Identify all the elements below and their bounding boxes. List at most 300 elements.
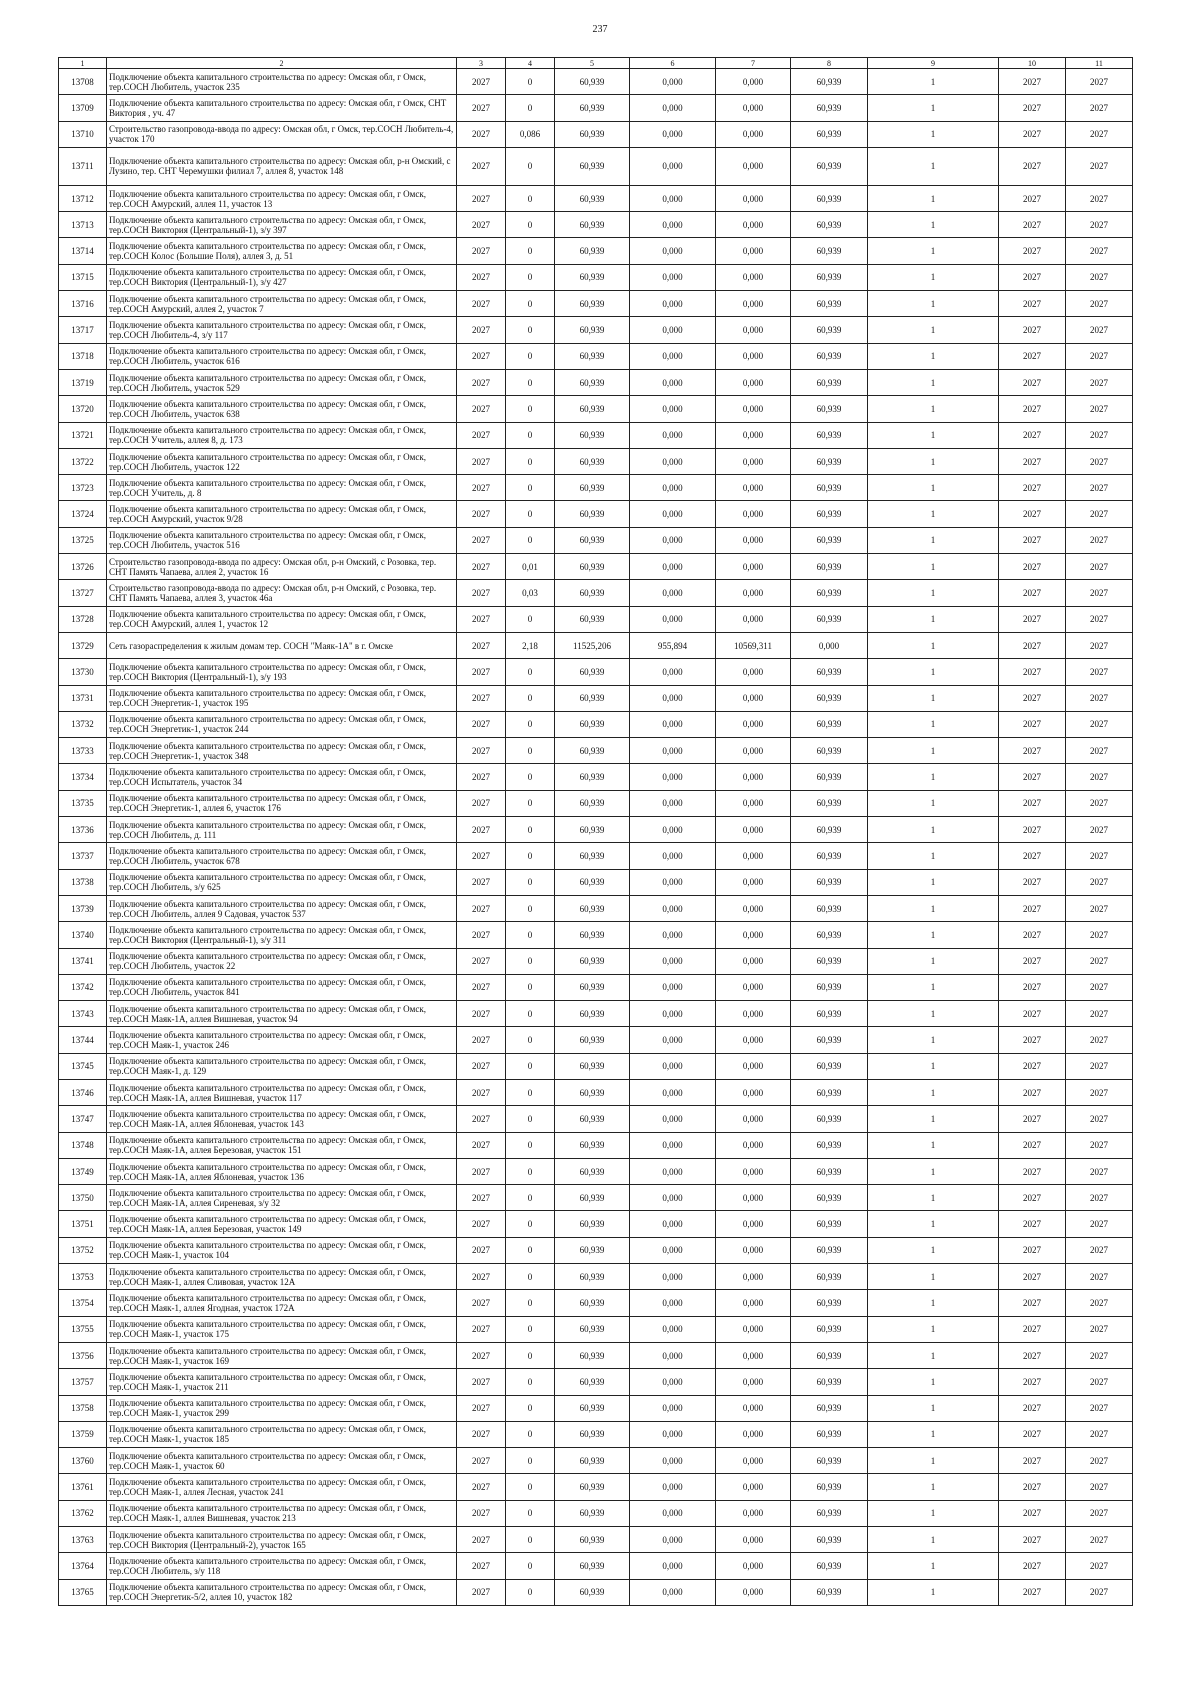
- row-number-cell: 13764: [59, 1553, 107, 1579]
- col-5-cell: 60,939: [555, 501, 630, 527]
- col-8-cell: 60,939: [791, 1001, 868, 1027]
- col-10-cell: 2027: [999, 396, 1066, 422]
- object-name-cell: Сеть газораспределения к жилым домам тер. СОСН "Маяк-1А" в г. Омске: [107, 632, 457, 658]
- col-10-cell: 2027: [999, 1474, 1066, 1500]
- col-4-cell: 0: [506, 790, 555, 816]
- col-5-cell: 60,939: [555, 790, 630, 816]
- row-number-cell: 13745: [59, 1053, 107, 1079]
- col-8-cell: 60,939: [791, 869, 868, 895]
- object-name-cell: Подключение объекта капитального строительства по адресу: Омская обл, г Омск, тер.СОСН Энергетик-1, участок 348: [107, 738, 457, 764]
- col-4-cell: 0: [506, 422, 555, 448]
- col-5-cell: 60,939: [555, 1553, 630, 1579]
- col-8-cell: 60,939: [791, 185, 868, 211]
- col-3-cell: 2027: [457, 1053, 506, 1079]
- col-10-cell: 2027: [999, 264, 1066, 290]
- col-11-cell: 2027: [1066, 1316, 1133, 1342]
- col-6-cell: 0,000: [630, 738, 716, 764]
- col-4-cell: 0: [506, 1527, 555, 1553]
- table-row: [59, 606, 1133, 632]
- row-number-cell: 13747: [59, 1106, 107, 1132]
- col-7-cell: 0,000: [716, 185, 791, 211]
- row-number-cell: 13754: [59, 1290, 107, 1316]
- column-number-9: 9: [868, 58, 999, 69]
- col-10-cell: 2027: [999, 1500, 1066, 1526]
- col-6-cell: 0,000: [630, 659, 716, 685]
- col-11-cell: 2027: [1066, 1185, 1133, 1211]
- col-3-cell: 2027: [457, 790, 506, 816]
- col-4-cell: 0: [506, 1316, 555, 1342]
- object-name-cell: Подключение объекта капитального строительства по адресу: Омская обл, г Омск, тер.СОСН Амурский, участок 9/28: [107, 501, 457, 527]
- table-row: [59, 1500, 1133, 1526]
- col-9-cell: 1: [868, 95, 999, 121]
- col-6-cell: 0,000: [630, 1027, 716, 1053]
- object-name-cell: Подключение объекта капитального строительства по адресу: Омская обл, г Омск, тер.СОСН Любитель, участок 22: [107, 948, 457, 974]
- col-11-cell: 2027: [1066, 147, 1133, 185]
- col-9-cell: 1: [868, 738, 999, 764]
- object-name-cell: Подключение объекта капитального строительства по адресу: Омская обл, г Омск, тер.СОСН Любитель, участок 235: [107, 69, 457, 95]
- col-4-cell: 0: [506, 1290, 555, 1316]
- col-7-cell: 0,000: [716, 606, 791, 632]
- col-10-cell: 2027: [999, 147, 1066, 185]
- table-row: [59, 501, 1133, 527]
- table-row: [59, 554, 1133, 580]
- col-5-cell: 60,939: [555, 95, 630, 121]
- col-3-cell: 2027: [457, 948, 506, 974]
- table-row: [59, 1264, 1133, 1290]
- col-10-cell: 2027: [999, 1132, 1066, 1158]
- col-3-cell: 2027: [457, 843, 506, 869]
- col-3-cell: 2027: [457, 527, 506, 553]
- col-9-cell: 1: [868, 1001, 999, 1027]
- row-number-cell: 13713: [59, 212, 107, 238]
- col-7-cell: 0,000: [716, 1316, 791, 1342]
- col-4-cell: 0: [506, 685, 555, 711]
- col-5-cell: 60,939: [555, 1421, 630, 1447]
- col-6-cell: 0,000: [630, 448, 716, 474]
- col-4-cell: 0: [506, 606, 555, 632]
- col-9-cell: 1: [868, 1395, 999, 1421]
- row-number-cell: 13755: [59, 1316, 107, 1342]
- col-3-cell: 2027: [457, 922, 506, 948]
- object-name-cell: Подключение объекта капитального строительства по адресу: Омская обл, г Омск, тер.СОСН Учитель, д. 8: [107, 475, 457, 501]
- column-number-6: 6: [630, 58, 716, 69]
- col-7-cell: 0,000: [716, 1579, 791, 1605]
- col-5-cell: 60,939: [555, 317, 630, 343]
- col-10-cell: 2027: [999, 1316, 1066, 1342]
- object-name-cell: Подключение объекта капитального строительства по адресу: Омская обл, г Омск, тер.СОСН Испытатель, участок 34: [107, 764, 457, 790]
- col-11-cell: 2027: [1066, 1158, 1133, 1184]
- object-name-cell: Строительство газопровода-ввода по адресу: Омская обл, р-н Омский, с Розовка, тер. СНТ Память Чапаева, аллея 2, участок 16: [107, 554, 457, 580]
- col-5-cell: 60,939: [555, 948, 630, 974]
- col-7-cell: 0,000: [716, 147, 791, 185]
- col-4-cell: 0: [506, 1369, 555, 1395]
- row-number-cell: 13743: [59, 1001, 107, 1027]
- col-4-cell: 0: [506, 1158, 555, 1184]
- col-4-cell: 0: [506, 1448, 555, 1474]
- col-7-cell: 10569,311: [716, 632, 791, 658]
- col-5-cell: 60,939: [555, 1185, 630, 1211]
- col-5-cell: 60,939: [555, 396, 630, 422]
- col-8-cell: 60,939: [791, 738, 868, 764]
- col-7-cell: 0,000: [716, 895, 791, 921]
- col-4-cell: 0: [506, 1132, 555, 1158]
- col-6-cell: 0,000: [630, 1527, 716, 1553]
- row-number-cell: 13730: [59, 659, 107, 685]
- col-4-cell: 0: [506, 1579, 555, 1605]
- col-6-cell: 0,000: [630, 817, 716, 843]
- col-8-cell: 60,939: [791, 69, 868, 95]
- column-number-2: 2: [107, 58, 457, 69]
- col-5-cell: 60,939: [555, 1106, 630, 1132]
- table-row: [59, 764, 1133, 790]
- col-6-cell: 0,000: [630, 1053, 716, 1079]
- col-4-cell: 0: [506, 1474, 555, 1500]
- table-row: [59, 1316, 1133, 1342]
- col-10-cell: 2027: [999, 1079, 1066, 1105]
- col-4-cell: 0: [506, 264, 555, 290]
- col-10-cell: 2027: [999, 606, 1066, 632]
- table-row: [59, 1421, 1133, 1447]
- row-number-cell: 13726: [59, 554, 107, 580]
- col-3-cell: 2027: [457, 1500, 506, 1526]
- object-name-cell: Подключение объекта капитального строительства по адресу: Омская обл, г Омск, тер.СОСН Любитель, участок 841: [107, 974, 457, 1000]
- col-10-cell: 2027: [999, 922, 1066, 948]
- col-10-cell: 2027: [999, 185, 1066, 211]
- col-6-cell: 0,000: [630, 422, 716, 448]
- col-7-cell: 0,000: [716, 1395, 791, 1421]
- col-10-cell: 2027: [999, 1421, 1066, 1447]
- investment-table: [58, 57, 1133, 1606]
- object-name-cell: Подключение объекта капитального строительства по адресу: Омская обл, г Омск, тер.СОСН Маяк-1, участок 246: [107, 1027, 457, 1053]
- col-8-cell: 60,939: [791, 264, 868, 290]
- col-8-cell: 60,939: [791, 764, 868, 790]
- col-10-cell: 2027: [999, 554, 1066, 580]
- col-5-cell: 60,939: [555, 1369, 630, 1395]
- col-8-cell: 60,939: [791, 974, 868, 1000]
- col-7-cell: 0,000: [716, 69, 791, 95]
- col-11-cell: 2027: [1066, 1527, 1133, 1553]
- col-5-cell: 60,939: [555, 1001, 630, 1027]
- row-number-cell: 13721: [59, 422, 107, 448]
- col-3-cell: 2027: [457, 764, 506, 790]
- col-8-cell: 60,939: [791, 1500, 868, 1526]
- col-9-cell: 1: [868, 212, 999, 238]
- col-9-cell: 1: [868, 369, 999, 395]
- col-6-cell: 0,000: [630, 1579, 716, 1605]
- table-row: [59, 843, 1133, 869]
- col-10-cell: 2027: [999, 1053, 1066, 1079]
- col-8-cell: 60,939: [791, 95, 868, 121]
- col-9-cell: 1: [868, 422, 999, 448]
- column-number-5: 5: [555, 58, 630, 69]
- col-6-cell: 0,000: [630, 948, 716, 974]
- col-10-cell: 2027: [999, 422, 1066, 448]
- col-3-cell: 2027: [457, 580, 506, 606]
- col-5-cell: 60,939: [555, 1290, 630, 1316]
- col-3-cell: 2027: [457, 1579, 506, 1605]
- col-6-cell: 0,000: [630, 843, 716, 869]
- col-10-cell: 2027: [999, 212, 1066, 238]
- col-6-cell: 0,000: [630, 974, 716, 1000]
- col-4-cell: 0: [506, 948, 555, 974]
- col-7-cell: 0,000: [716, 1106, 791, 1132]
- col-7-cell: 0,000: [716, 1553, 791, 1579]
- object-name-cell: Подключение объекта капитального строительства по адресу: Омская обл, г Омск, тер.СОСН Маяк-1, аллея Лесная, участок 241: [107, 1474, 457, 1500]
- row-number-cell: 13735: [59, 790, 107, 816]
- col-6-cell: 0,000: [630, 343, 716, 369]
- col-7-cell: 0,000: [716, 1342, 791, 1368]
- col-3-cell: 2027: [457, 1264, 506, 1290]
- col-11-cell: 2027: [1066, 606, 1133, 632]
- col-9-cell: 1: [868, 817, 999, 843]
- col-3-cell: 2027: [457, 711, 506, 737]
- table-row: [59, 1158, 1133, 1184]
- col-5-cell: 60,939: [555, 922, 630, 948]
- col-4-cell: 0: [506, 212, 555, 238]
- col-11-cell: 2027: [1066, 974, 1133, 1000]
- col-10-cell: 2027: [999, 1185, 1066, 1211]
- col-5-cell: 60,939: [555, 147, 630, 185]
- col-7-cell: 0,000: [716, 817, 791, 843]
- table-row: [59, 369, 1133, 395]
- col-6-cell: 0,000: [630, 1395, 716, 1421]
- col-8-cell: 0,000: [791, 632, 868, 658]
- col-9-cell: 1: [868, 185, 999, 211]
- col-11-cell: 2027: [1066, 396, 1133, 422]
- col-4-cell: 0,086: [506, 121, 555, 147]
- col-5-cell: 60,939: [555, 869, 630, 895]
- col-3-cell: 2027: [457, 264, 506, 290]
- col-11-cell: 2027: [1066, 922, 1133, 948]
- col-5-cell: 60,939: [555, 606, 630, 632]
- col-8-cell: 60,939: [791, 1264, 868, 1290]
- row-number-cell: 13715: [59, 264, 107, 290]
- col-7-cell: 0,000: [716, 396, 791, 422]
- col-3-cell: 2027: [457, 1132, 506, 1158]
- object-name-cell: Подключение объекта капитального строительства по адресу: Омская обл, г Омск, тер.СОСН Маяк-1, д. 129: [107, 1053, 457, 1079]
- object-name-cell: Подключение объекта капитального строительства по адресу: Омская обл, г Омск, тер.СОСН Виктория (Центральный-1), з/у 193: [107, 659, 457, 685]
- col-6-cell: 0,000: [630, 369, 716, 395]
- col-7-cell: 0,000: [716, 121, 791, 147]
- row-number-cell: 13752: [59, 1237, 107, 1263]
- table-row: [59, 659, 1133, 685]
- object-name-cell: Подключение объекта капитального строительства по адресу: Омская обл, г Омск, тер.СОСН Маяк-1А, аллея Яблоневая, участок 136: [107, 1158, 457, 1184]
- col-10-cell: 2027: [999, 475, 1066, 501]
- col-9-cell: 1: [868, 1369, 999, 1395]
- object-name-cell: Подключение объекта капитального строительства по адресу: Омская обл, г Омск, тер.СОСН Любитель, з/у 118: [107, 1553, 457, 1579]
- table-row: [59, 711, 1133, 737]
- col-10-cell: 2027: [999, 501, 1066, 527]
- row-number-cell: 13748: [59, 1132, 107, 1158]
- col-10-cell: 2027: [999, 317, 1066, 343]
- table-row: [59, 1053, 1133, 1079]
- object-name-cell: Подключение объекта капитального строительства по адресу: Омская обл, г Омск, тер.СОСН Маяк-1, участок 104: [107, 1237, 457, 1263]
- col-5-cell: 60,939: [555, 475, 630, 501]
- col-4-cell: 0: [506, 95, 555, 121]
- col-5-cell: 60,939: [555, 1527, 630, 1553]
- table-row: [59, 317, 1133, 343]
- table-row: [59, 1369, 1133, 1395]
- column-number-row: [59, 58, 1133, 69]
- col-11-cell: 2027: [1066, 1079, 1133, 1105]
- col-4-cell: 0: [506, 1500, 555, 1526]
- col-8-cell: 60,939: [791, 1290, 868, 1316]
- table-row: [59, 475, 1133, 501]
- col-10-cell: 2027: [999, 1342, 1066, 1368]
- col-4-cell: 0: [506, 185, 555, 211]
- col-8-cell: 60,939: [791, 343, 868, 369]
- col-3-cell: 2027: [457, 974, 506, 1000]
- col-5-cell: 60,939: [555, 1027, 630, 1053]
- col-6-cell: 0,000: [630, 869, 716, 895]
- col-6-cell: 0,000: [630, 554, 716, 580]
- col-11-cell: 2027: [1066, 1027, 1133, 1053]
- col-3-cell: 2027: [457, 1474, 506, 1500]
- col-10-cell: 2027: [999, 343, 1066, 369]
- col-9-cell: 1: [868, 1448, 999, 1474]
- col-11-cell: 2027: [1066, 1053, 1133, 1079]
- col-9-cell: 1: [868, 1079, 999, 1105]
- col-6-cell: 0,000: [630, 711, 716, 737]
- row-number-cell: 13709: [59, 95, 107, 121]
- row-number-cell: 13708: [59, 69, 107, 95]
- col-8-cell: 60,939: [791, 817, 868, 843]
- col-9-cell: 1: [868, 1237, 999, 1263]
- object-name-cell: Подключение объекта капитального строительства по адресу: Омская обл, г Омск, тер.СОСН Маяк-1, участок 169: [107, 1342, 457, 1368]
- col-10-cell: 2027: [999, 238, 1066, 264]
- column-number-11: 11: [1066, 58, 1133, 69]
- col-7-cell: 0,000: [716, 291, 791, 317]
- table-row: [59, 895, 1133, 921]
- col-8-cell: 60,939: [791, 1421, 868, 1447]
- row-number-cell: 13725: [59, 527, 107, 553]
- col-9-cell: 1: [868, 1342, 999, 1368]
- table-row: [59, 922, 1133, 948]
- object-name-cell: Подключение объекта капитального строительства по адресу: Омская обл, г Омск, тер.СОСН Любитель, участок 678: [107, 843, 457, 869]
- col-8-cell: 60,939: [791, 238, 868, 264]
- col-3-cell: 2027: [457, 1158, 506, 1184]
- row-number-cell: 13762: [59, 1500, 107, 1526]
- col-3-cell: 2027: [457, 396, 506, 422]
- table-row: [59, 1448, 1133, 1474]
- col-10-cell: 2027: [999, 1264, 1066, 1290]
- col-9-cell: 1: [868, 922, 999, 948]
- table-body: [59, 69, 1133, 1606]
- object-name-cell: Подключение объекта капитального строительства по адресу: Омская обл, г Омск, тер.СОСН Маяк-1А, аллея Березовая, участок 149: [107, 1211, 457, 1237]
- col-6-cell: 0,000: [630, 501, 716, 527]
- col-3-cell: 2027: [457, 1001, 506, 1027]
- col-9-cell: 1: [868, 580, 999, 606]
- col-7-cell: 0,000: [716, 448, 791, 474]
- col-3-cell: 2027: [457, 632, 506, 658]
- col-5-cell: 60,939: [555, 69, 630, 95]
- object-name-cell: Подключение объекта капитального строительства по адресу: Омская обл, г Омск, тер.СОСН Амурский, аллея 1, участок 12: [107, 606, 457, 632]
- col-6-cell: 0,000: [630, 527, 716, 553]
- col-8-cell: 60,939: [791, 580, 868, 606]
- col-7-cell: 0,000: [716, 1448, 791, 1474]
- col-11-cell: 2027: [1066, 238, 1133, 264]
- col-11-cell: 2027: [1066, 1211, 1133, 1237]
- col-9-cell: 1: [868, 1474, 999, 1500]
- object-name-cell: Подключение объекта капитального строительства по адресу: Омская обл, г Омск, тер.СОСН Любитель, участок 529: [107, 369, 457, 395]
- row-number-cell: 13736: [59, 817, 107, 843]
- col-6-cell: 0,000: [630, 1500, 716, 1526]
- table-row: [59, 212, 1133, 238]
- col-7-cell: 0,000: [716, 922, 791, 948]
- col-5-cell: 60,939: [555, 817, 630, 843]
- object-name-cell: Подключение объекта капитального строительства по адресу: Омская обл, г Омск, тер.СОСН Маяк-1А, аллея Березовая, участок 151: [107, 1132, 457, 1158]
- row-number-cell: 13741: [59, 948, 107, 974]
- col-6-cell: 0,000: [630, 1132, 716, 1158]
- col-11-cell: 2027: [1066, 527, 1133, 553]
- col-6-cell: 0,000: [630, 185, 716, 211]
- col-4-cell: 0: [506, 238, 555, 264]
- col-7-cell: 0,000: [716, 1421, 791, 1447]
- col-4-cell: 0: [506, 869, 555, 895]
- col-8-cell: 60,939: [791, 448, 868, 474]
- col-8-cell: 60,939: [791, 501, 868, 527]
- col-3-cell: 2027: [457, 317, 506, 343]
- col-6-cell: 0,000: [630, 1079, 716, 1105]
- col-9-cell: 1: [868, 843, 999, 869]
- col-7-cell: 0,000: [716, 580, 791, 606]
- col-11-cell: 2027: [1066, 264, 1133, 290]
- col-11-cell: 2027: [1066, 1500, 1133, 1526]
- col-6-cell: 0,000: [630, 147, 716, 185]
- row-number-cell: 13739: [59, 895, 107, 921]
- col-7-cell: 0,000: [716, 1132, 791, 1158]
- row-number-cell: 13758: [59, 1395, 107, 1421]
- col-8-cell: 60,939: [791, 396, 868, 422]
- col-8-cell: 60,939: [791, 291, 868, 317]
- object-name-cell: Подключение объекта капитального строительства по адресу: Омская обл, г Омск, тер.СОСН Маяк-1А, аллея Вишневая, участок 94: [107, 1001, 457, 1027]
- col-3-cell: 2027: [457, 291, 506, 317]
- col-8-cell: 60,939: [791, 1579, 868, 1605]
- col-6-cell: 955,894: [630, 632, 716, 658]
- col-3-cell: 2027: [457, 212, 506, 238]
- table-row: [59, 185, 1133, 211]
- row-number-cell: 13727: [59, 580, 107, 606]
- col-4-cell: 0: [506, 711, 555, 737]
- col-8-cell: 60,939: [791, 1185, 868, 1211]
- col-6-cell: 0,000: [630, 790, 716, 816]
- col-11-cell: 2027: [1066, 869, 1133, 895]
- table-row: [59, 343, 1133, 369]
- col-11-cell: 2027: [1066, 632, 1133, 658]
- table-row: [59, 95, 1133, 121]
- col-7-cell: 0,000: [716, 1264, 791, 1290]
- col-5-cell: 60,939: [555, 1448, 630, 1474]
- col-3-cell: 2027: [457, 95, 506, 121]
- col-8-cell: 60,939: [791, 790, 868, 816]
- col-11-cell: 2027: [1066, 554, 1133, 580]
- row-number-cell: 13719: [59, 369, 107, 395]
- col-3-cell: 2027: [457, 554, 506, 580]
- col-10-cell: 2027: [999, 369, 1066, 395]
- table-row: [59, 1579, 1133, 1605]
- col-11-cell: 2027: [1066, 1579, 1133, 1605]
- col-3-cell: 2027: [457, 1421, 506, 1447]
- col-4-cell: 0: [506, 1001, 555, 1027]
- col-10-cell: 2027: [999, 632, 1066, 658]
- col-7-cell: 0,000: [716, 475, 791, 501]
- row-number-cell: 13714: [59, 238, 107, 264]
- col-5-cell: 60,939: [555, 554, 630, 580]
- col-5-cell: 60,939: [555, 291, 630, 317]
- table-row: [59, 1185, 1133, 1211]
- col-10-cell: 2027: [999, 291, 1066, 317]
- object-name-cell: Подключение объекта капитального строительства по адресу: Омская обл, г Омск, тер.СОСН Энергетик-1, аллея 6, участок 176: [107, 790, 457, 816]
